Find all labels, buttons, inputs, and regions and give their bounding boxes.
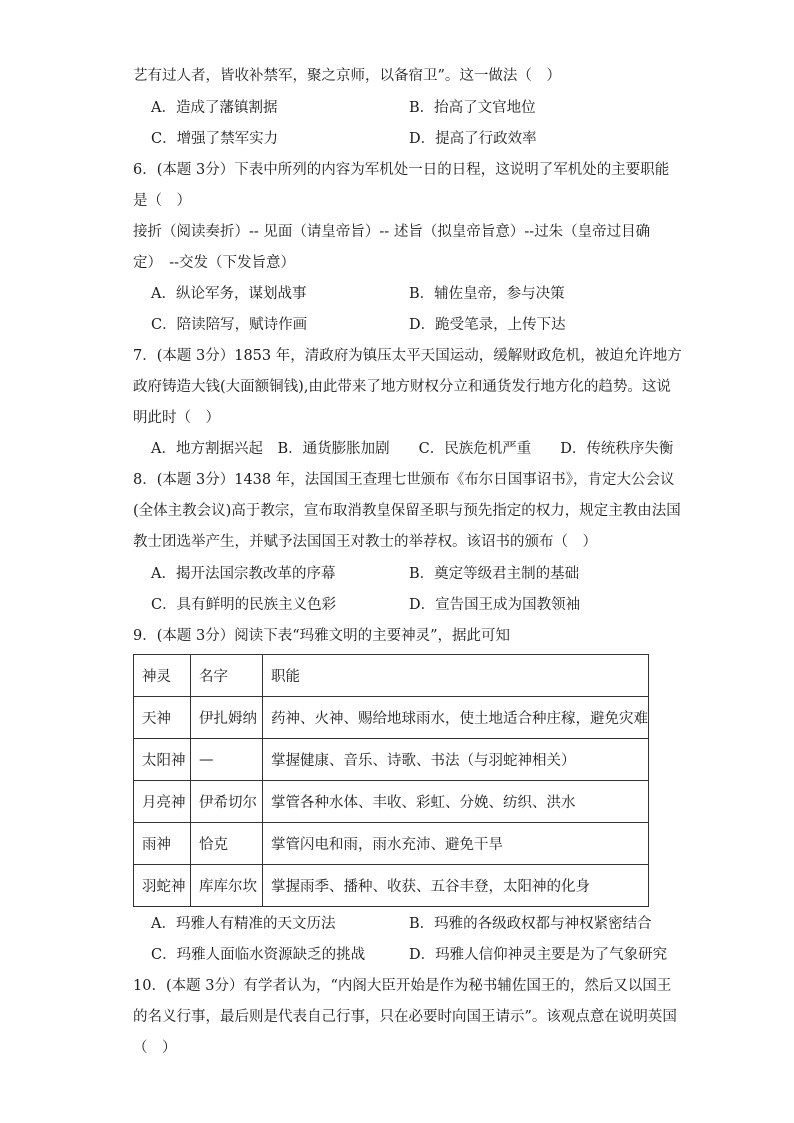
q8-option-a[interactable]: A．揭开法国宗教改革的序幕 [151,566,336,582]
q8-stem-line2: (全体主教会议)高于教宗，宣布取消教皇保留圣职与预先指定的权力，规定主教由法国 [133,503,681,519]
q8-option-d[interactable]: D．宣告国王成为国教领袖 [409,597,581,613]
q5-option-a[interactable]: A．造成了藩镇割据 [151,100,278,116]
table-header-cell: 神灵 [134,655,191,697]
q8-stem-line3: 教士团选举产生，并赋予法国国王对教士的举荐权。该诏书的颁布（ ） [133,534,597,550]
q6-option-a[interactable]: A．纵论军务，谋划战事 [151,286,307,302]
q9-option-c[interactable]: C．玛雅人面临水资源缺乏的挑战 [151,947,366,963]
q6-stem-line4: 定） --交发（下发旨意） [133,255,296,271]
q10-stem-line1: 10．(本题 3分）有学者认为，“内阁大臣开始是作为秘书辅佐国王的，然后又以国王 [133,978,672,994]
q6-option-c[interactable]: C．陪读陪写，赋诗作画 [151,317,308,333]
maya-gods-table [133,654,649,907]
q8-option-b[interactable]: B．奠定等级君主制的基础 [409,566,580,582]
q6-stem-line3: 接折（阅读奏折）-- 见面（请皇帝旨）-- 述旨（拟皇帝旨意）--过朱（皇帝过目确 [133,224,651,240]
q5-option-c[interactable]: C．增强了禁军实力 [151,131,279,147]
q8-option-c[interactable]: C．具有鲜明的民族主义色彩 [151,597,337,613]
q6-option-b[interactable]: B．辅佐皇帝，参与决策 [409,286,565,302]
table-cell: 伊扎姆纳 [191,697,263,739]
table-cell: 库库尔坎 [191,865,263,907]
table-row [134,697,649,739]
table-row [134,739,649,781]
table-cell: 雨神 [134,823,191,865]
table-row [134,781,649,823]
table-cell: 掌管闪电和雨，雨水充沛、避免干旱 [263,823,649,865]
table-cell: 月亮神 [134,781,191,823]
q8-stem-line1: 8．(本题 3分）1438 年，法国国王查理七世颁布《布尔日国事诏书》，肯定大公会议 [133,472,675,488]
table-cell: 太阳神 [134,739,191,781]
q6-option-d[interactable]: D．跪受笔录，上传下达 [409,317,566,333]
q9-option-d[interactable]: D．玛雅人信仰神灵主要是为了气象研究 [409,947,668,963]
table-header-row [134,655,649,697]
q10-stem-line3: （ ） [133,1040,177,1056]
q6-stem-line1: 6．(本题 3分）下表中所列的内容为军机处一日的日程，这说明了军机处的主要职能 [133,162,670,178]
table-header-cell: 职能 [263,655,649,697]
q7-stem-line2: 政府铸造大钱(大面额铜钱),由此带来了地方财权分立和通货发行地方化的趋势。这说 [133,379,671,395]
q7-stem-line3: 明此时（ ） [133,410,220,426]
table-cell: 掌管各种水体、丰收、彩虹、分娩、纺织、洪水 [263,781,649,823]
q5-option-d[interactable]: D．提高了行政效率 [409,131,537,147]
table-cell: 恰克 [191,823,263,865]
table-cell: 伊希切尔 [191,781,263,823]
table-header-cell: 名字 [191,655,263,697]
q9-stem-line1: 9．(本题 3分）阅读下表“玛雅文明的主要神灵”，据此可知 [133,628,511,644]
table-cell: 天神 [134,697,191,739]
table-cell: 药神、火神、赐给地球雨水，使土地适合种庄稼，避免灾难 [263,697,649,739]
q5-stem-tail: 艺有过人者，皆收补禁军，聚之京师，以备宿卫”。这一做法（ ） [133,68,561,84]
q10-stem-line2: 的名义行事，最后则是代表自己行事，只在必要时向国王请示”。该观点意在说明英国 [133,1009,677,1025]
table-cell: 掌握雨季、播种、收获、五谷丰登，太阳神的化身 [263,865,649,907]
q7-options[interactable]: A．地方割据兴起 B．通货膨胀加剧 C．民族危机严重 D．传统秩序失衡 [151,441,674,457]
q6-stem-line2: 是（ ） [133,193,191,209]
table-cell: 羽蛇神 [134,865,191,907]
q7-stem-line1: 7．(本题 3分）1853 年，清政府为镇压太平天国运动，缓解财政危机，被迫允许地方 [133,348,682,364]
table-row [134,865,649,907]
table-cell: — [191,739,263,781]
q9-option-b[interactable]: B．玛雅的各级政权都与神权紧密结合 [409,916,652,932]
q9-option-a[interactable]: A．玛雅人有精准的天文历法 [151,916,336,932]
q5-option-b[interactable]: B．抬高了文官地位 [409,100,536,116]
table-cell: 掌握健康、音乐、诗歌、书法（与羽蛇神相关） [263,739,649,781]
table-row [134,823,649,865]
